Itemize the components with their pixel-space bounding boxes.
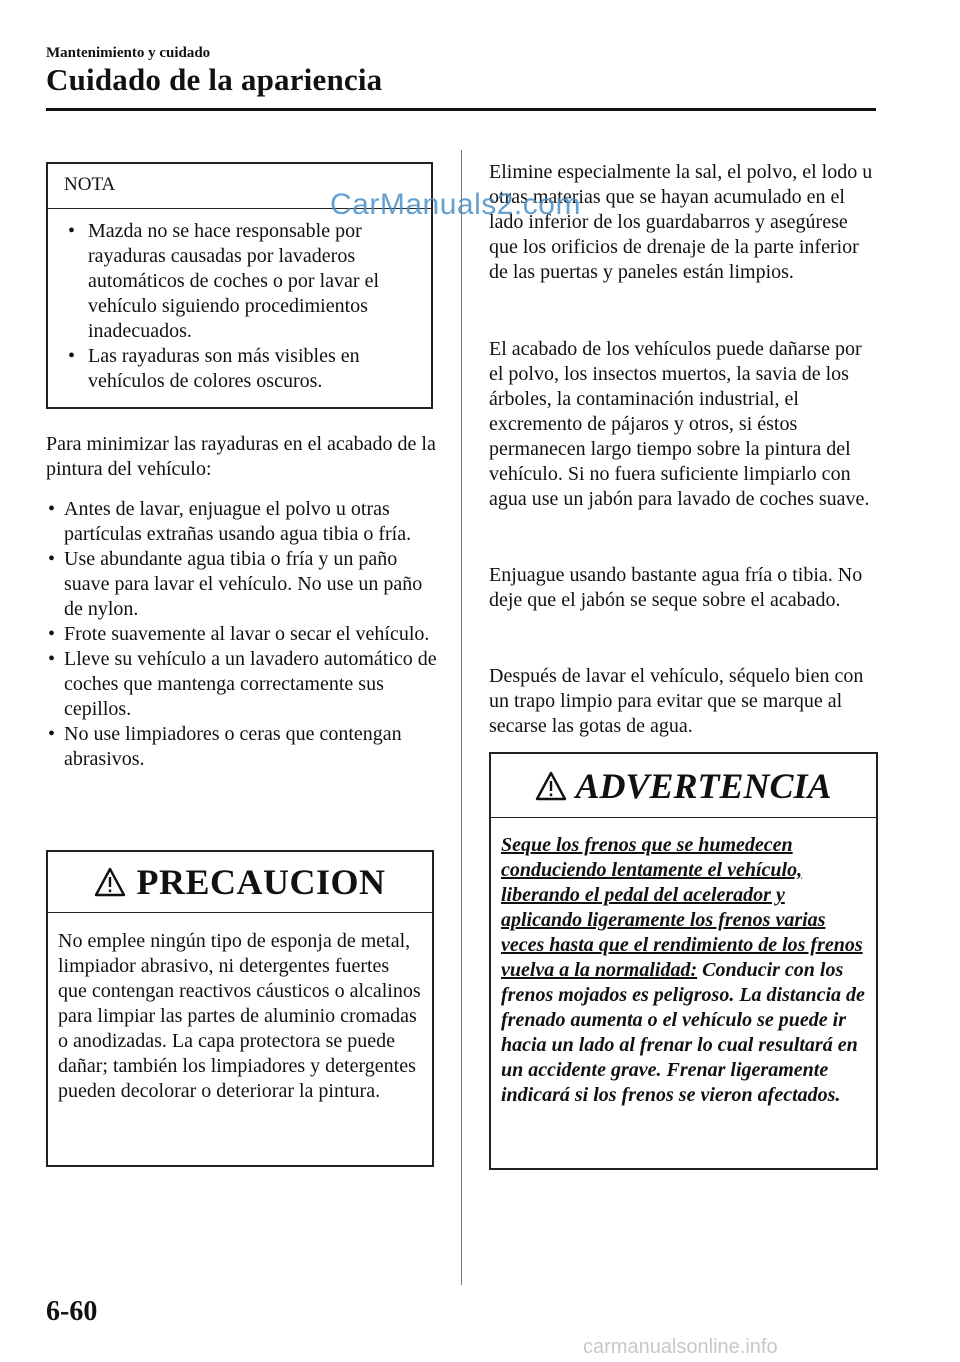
advertencia-instruction: Seque los frenos que se humedecen conduciendo lentamente el vehículo, liberando el pedal del acelerador y aplicando ligeramente los frenos varias veces hasta que el rendimiento de los frenos vuelva a la normalidad:: [501, 834, 863, 981]
nota-item: • Las rayaduras son más visibles en vehículos de colores oscuros.: [64, 344, 421, 394]
advertencia-warning: Conducir con los frenos mojados es peligroso. La distancia de frenado aumenta o el vehículo se puede ir hacia un lado al frenar lo cual resultará en un accidente grave. Frenar ligeramente indicará si los frenos se vieron afectados.: [501, 959, 865, 1106]
precaucion-title: PRECAUCION: [136, 862, 386, 902]
watermark-bottom: carmanualsonline.info: [583, 1336, 778, 1358]
tip-item: • Antes de lavar, enjuague el polvo u otras partículas extrañas usando agua tibia o fría.: [46, 497, 438, 547]
page-title: Cuidado de la apariencia: [46, 62, 383, 97]
paragraph-salt: Elimine especialmente la sal, el polvo, el lodo u otras materias que se hayan acumulado en el lado inferior de los guardabarros y asegúrese que los orificios de drenaje de la parte inferior de las puertas y paneles están limpios.: [489, 161, 873, 283]
nota-item: • Mazda no se hace responsable por rayaduras causadas por lavaderos automáticos de coches o por lavar el vehículo siguiendo procedimientos inadecuados.: [64, 219, 421, 344]
page-number: 6-60: [46, 1296, 98, 1327]
precaucion-box: [46, 850, 434, 1167]
advertencia-box: [489, 752, 878, 1170]
column-divider: [461, 150, 462, 1285]
tips-list: [46, 497, 438, 772]
paragraph-finish: El acabado de los vehículos puede dañarse por el polvo, los insectos muertos, la savia de los árboles, la contaminación industrial, el excremento de pájaros y otros, si éstos permanecen largo tiempo sobre la pintura del vehículo. Si no fuera suficiente limpiarlo con agua use un jabón para lavado de coches suave.: [489, 338, 870, 510]
tip-item: • Use abundante agua tibia o fría y un paño suave para lavar el vehículo. No use un paño de nylon.: [46, 547, 438, 622]
precaucion-header: [48, 852, 432, 913]
tip-item: • Lleve su vehículo a un lavadero automático de coches que mantenga correctamente sus cepillos.: [46, 647, 438, 722]
advertencia-title: ADVERTENCIA: [575, 765, 832, 806]
paragraph-rinse: Enjuague usando bastante agua fría o tibia. No deje que el jabón se seque sobre el acabado.: [489, 564, 863, 611]
advertencia-header: [491, 754, 876, 818]
nota-list: [48, 209, 431, 394]
precaucion-text: No emplee ningún tipo de esponja de metal, limpiador abrasivo, ni detergentes fuertes que contengan reactivos cáusticos o alcalinos para limpiar las partes de aluminio cromadas o anodizadas. La capa protectora se puede dañar; también los limpiadores y detergentes pueden decolorar o deteriorar la pintura.: [58, 930, 421, 1102]
section-label: Mantenimiento y cuidado: [46, 45, 211, 61]
tip-item: • No use limpiadores o ceras que contengan abrasivos.: [46, 722, 438, 772]
warning-triangle-icon: [94, 867, 126, 897]
nota-heading: NOTA: [48, 164, 431, 209]
title-rule: [46, 108, 876, 111]
warning-triangle-icon: [535, 771, 567, 801]
watermark-top: CarManuals2.com: [330, 188, 581, 221]
advertencia-text: [491, 818, 876, 1108]
tip-item: • Frote suavemente al lavar o secar el vehículo.: [46, 622, 438, 647]
paragraph-dry: Después de lavar el vehículo, séquelo bien con un trapo limpio para evitar que se marque al secarse las gotas de agua.: [489, 665, 864, 737]
intro-paragraph: Para minimizar las rayaduras en el acabado de la pintura del vehículo:: [46, 433, 436, 480]
